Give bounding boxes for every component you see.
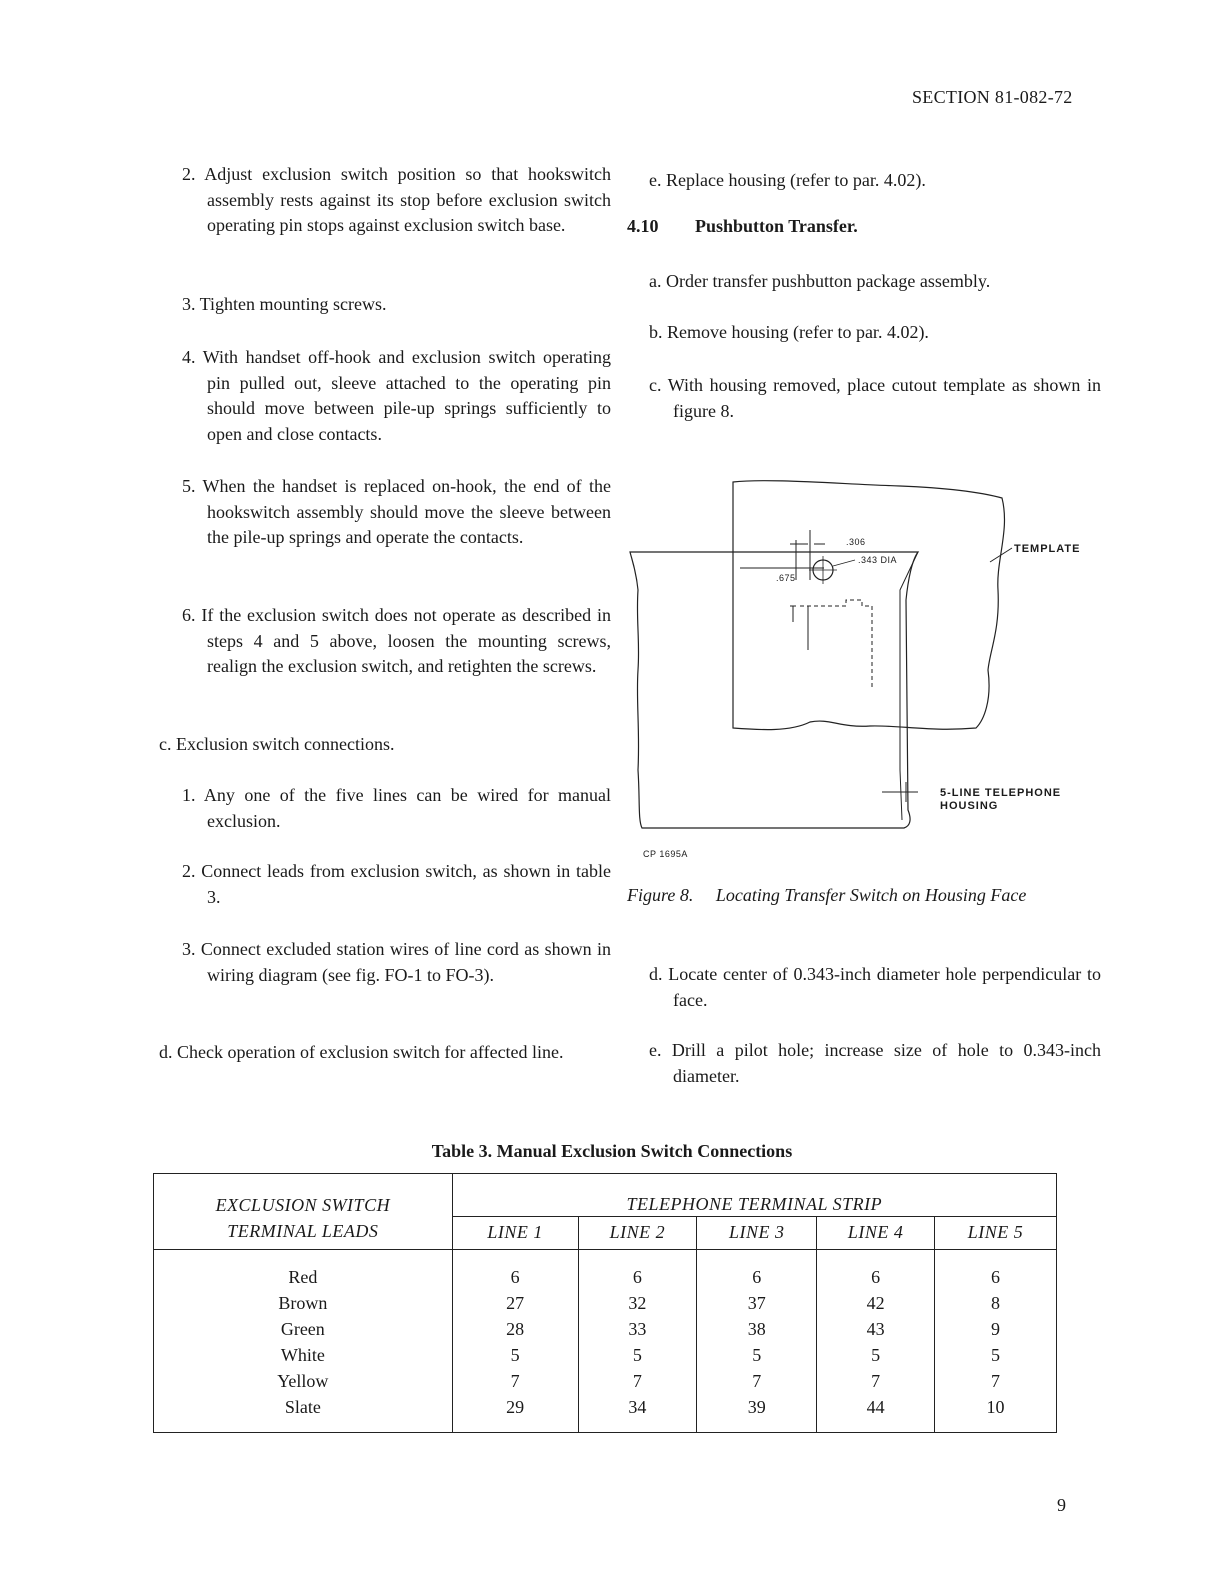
line-2-value: 32: [578, 1290, 697, 1316]
lead-cell: Yellow: [154, 1368, 453, 1394]
right-item-e-top-text: e. Replace housing (refer to par. 4.02).: [649, 170, 926, 190]
dim-675-label: .675: [776, 573, 796, 583]
line-2-value: 6: [578, 1250, 697, 1291]
step-6-text: 6. If the exclusion switch does not operate as described in steps 4 and 5 above, loosen the mounting screws, realign the exclusion switch, and retighten the screws.: [182, 605, 611, 676]
lead-cell: Red: [154, 1250, 453, 1291]
col0-header-line-2: TERMINAL LEADS: [227, 1221, 379, 1241]
line-1-value: 29: [452, 1394, 578, 1432]
figure-caption: [627, 885, 1026, 906]
right-item-d-text: d. Locate center of 0.343-inch diameter hole perpendicular to face.: [649, 964, 1101, 1010]
line-5-value: 10: [986, 1397, 1005, 1417]
line-2-value: 7: [578, 1368, 697, 1394]
switch-cutout: [800, 600, 872, 688]
lead-cell: Slate: [154, 1394, 453, 1432]
section-heading: [627, 216, 858, 237]
line-2-header: LINE 2: [578, 1217, 697, 1250]
line-4-value: 5: [817, 1342, 935, 1368]
line-4-header: LINE 4: [817, 1217, 935, 1250]
dim-306-label: .306: [846, 537, 866, 547]
line-3-value: 5: [697, 1342, 817, 1368]
line-5-value: 9: [991, 1319, 1001, 1339]
line-4-value: 43: [817, 1316, 935, 1342]
figure-code: CP 1695A: [643, 849, 688, 859]
line-1-value: 7: [452, 1368, 578, 1394]
line-4-value: 7: [817, 1368, 935, 1394]
c-step-3-text: 3. Connect excluded station wires of line cord as shown in wiring diagram (see fig. FO-1 to FO-3).: [182, 939, 611, 985]
line-3-value: 38: [697, 1316, 817, 1342]
housing-label-line-1: 5-LINE TELEPHONE: [940, 787, 1062, 799]
item-c-text: c. Exclusion switch connections.: [159, 734, 395, 754]
figure-caption-text: Locating Transfer Switch on Housing Face: [715, 885, 1027, 905]
table-row: [154, 1250, 1057, 1291]
line-5-value: 7: [991, 1371, 1001, 1391]
template-label: TEMPLATE: [1014, 543, 1081, 555]
group-header: TELEPHONE TERMINAL STRIP: [452, 1174, 1056, 1217]
housing-label-line-2: HOUSING: [940, 800, 999, 812]
table-header-row-1: [154, 1174, 1057, 1217]
housing-outline: [630, 552, 918, 828]
page-number: 9: [1057, 1495, 1066, 1515]
line-3-header: LINE 3: [697, 1217, 817, 1250]
table-row: [154, 1316, 1057, 1342]
lead-cell: White: [154, 1342, 453, 1368]
line-3-value: 39: [697, 1394, 817, 1432]
line-1-header: LINE 1: [452, 1217, 578, 1250]
col0-header: [154, 1174, 453, 1250]
c-step-1-text: 1. Any one of the five lines can be wired for manual exclusion.: [182, 785, 611, 831]
table-row: [154, 1368, 1057, 1394]
line-1-value: 27: [452, 1290, 578, 1316]
template-outline: [733, 481, 1004, 730]
section-header: SECTION 81-082-72: [912, 87, 1073, 107]
line-4-value: 6: [817, 1250, 935, 1291]
col0-header-line-1: EXCLUSION SWITCH: [215, 1195, 391, 1215]
section-title: Pushbutton Transfer.: [695, 216, 858, 236]
line-1-value: 5: [452, 1342, 578, 1368]
line-5-value: 6: [991, 1267, 1001, 1287]
line-3-value: 6: [697, 1250, 817, 1291]
line-2-value: 34: [578, 1394, 697, 1432]
line-5-header: LINE 5: [967, 1222, 1024, 1242]
line-1-value: 28: [452, 1316, 578, 1342]
table-row: [154, 1394, 1057, 1432]
right-item-a-text: a. Order transfer pushbutton package assembly.: [649, 271, 991, 291]
table-row: [154, 1290, 1057, 1316]
step-3-text: 3. Tighten mounting screws.: [182, 294, 387, 314]
table-body: [154, 1250, 1057, 1433]
right-item-b-text: b. Remove housing (refer to par. 4.02).: [649, 322, 929, 342]
dim-343-label: .343 DIA: [858, 555, 898, 565]
item-d-text: d. Check operation of exclusion switch for affected line.: [159, 1042, 564, 1062]
line-3-value: 37: [697, 1290, 817, 1316]
line-4-value: 44: [817, 1394, 935, 1432]
exclusion-table: [153, 1173, 1057, 1433]
table-title: Table 3. Manual Exclusion Switch Connections: [431, 1141, 793, 1161]
lead-cell: Green: [154, 1316, 453, 1342]
c-step-2-text: 2. Connect leads from exclusion switch, as shown in table 3.: [182, 861, 611, 907]
section-number: 4.10: [627, 216, 659, 236]
right-item-e-text: e. Drill a pilot hole; increase size of hole to 0.343-inch diameter.: [649, 1040, 1101, 1086]
table-row: [154, 1342, 1057, 1368]
line-2-value: 5: [578, 1342, 697, 1368]
step-5-text: 5. When the handset is replaced on-hook, the end of the hookswitch assembly should move the sleeve between the pile-up springs and operate the contacts.: [182, 476, 611, 547]
step-4-text: 4. With handset off-hook and exclusion switch operating pin pulled out, sleeve attached to the operating pin should move between pile-up springs sufficiently to open and close contacts.: [182, 347, 611, 444]
line-5-value: 8: [991, 1293, 1001, 1313]
line-5-value: 5: [991, 1345, 1001, 1365]
right-item-c-text: c. With housing removed, place cutout template as shown in figure 8.: [649, 375, 1101, 421]
line-2-value: 33: [578, 1316, 697, 1342]
line-1-value: 6: [452, 1250, 578, 1291]
lead-cell: Brown: [154, 1290, 453, 1316]
line-4-value: 42: [817, 1290, 935, 1316]
figure-caption-number: Figure 8.: [627, 885, 694, 905]
figure-8-diagram: [600, 470, 1100, 870]
line-3-value: 7: [697, 1368, 817, 1394]
step-2-text: 2. Adjust exclusion switch position so that hookswitch assembly rests against its stop before exclusion switch operating pin stops against exclusion switch base.: [182, 164, 611, 235]
